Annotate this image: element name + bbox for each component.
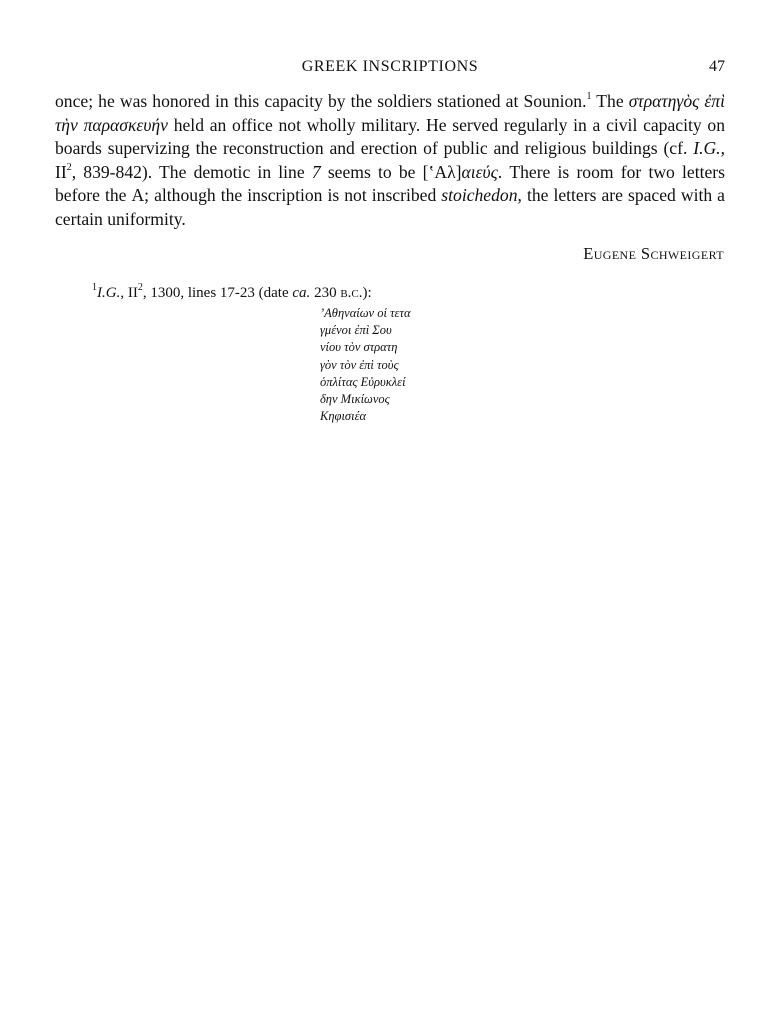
inscription-line: Κηφισιέα xyxy=(320,409,367,424)
footnote-citation: I.G. xyxy=(97,285,121,301)
footnote-marker: 1 xyxy=(92,282,97,293)
inscription-line: γμένοι ἐπὶ Σου xyxy=(320,323,392,338)
inscription-line: νίου τὸν στρατη xyxy=(320,340,398,355)
footnote-circa: ca. xyxy=(292,285,311,301)
footnote-bc: b.c. xyxy=(340,285,363,301)
body-text-6: seems to be xyxy=(320,161,423,182)
greek-demotic: αιεύς xyxy=(461,161,498,182)
author-signature: Eugene Schweigert xyxy=(583,244,724,263)
inscription-line: δην Μικίωνος xyxy=(320,392,390,407)
footnote-reference: 1 xyxy=(586,91,592,103)
body-text-1: once; he was honored in this capacity by the soldiers stationed at Sounion. xyxy=(55,91,587,111)
line-number: 7 xyxy=(311,161,321,182)
footnote-superscript: 2 xyxy=(137,282,143,293)
inscription-line: γὸν τὸν ἐπὶ τοὺς xyxy=(320,357,399,372)
footnote-text-3: 230 xyxy=(310,285,341,301)
citation-ig: I.G. xyxy=(693,138,721,158)
footnote-text-2: , 1300, lines 17-23 (date xyxy=(142,285,293,301)
bracket-restoration: [ʽΑλ] xyxy=(422,161,462,182)
stoichedon-term: stoichedon xyxy=(441,185,518,205)
body-text-2: The xyxy=(591,91,629,111)
body-paragraph xyxy=(55,90,725,231)
page-number: 47 xyxy=(709,58,725,75)
inscription-text xyxy=(320,305,411,425)
body-text-3: held an office not wholly military. He served regularly in a civil capacity on boards supervizing the reconstruction and erection of public and religious buildings (cf. xyxy=(55,114,725,158)
inscription-line: ʼΑθηναίων οἱ τετα xyxy=(320,306,411,320)
greek-office-title: στρατηγὸς ἐπὶ τὴν παρασκευήν xyxy=(55,91,725,135)
body-text-8: , the letters are spaced with a certain uniformity. xyxy=(55,185,725,229)
running-title: GREEK INSCRIPTIONS xyxy=(301,58,479,75)
body-text-4: , II xyxy=(55,138,725,182)
inscription-line: ὁπλίτας Εὐρυκλεί xyxy=(320,374,406,389)
running-head xyxy=(55,58,725,80)
body-text-5: , 839-842). The demotic in line xyxy=(71,161,312,182)
superscript-two: 2 xyxy=(66,161,72,173)
footnote-text-1: , II xyxy=(120,285,138,301)
footnote-text-4: ): xyxy=(362,285,372,301)
body-text-7: . There is room for two letters before the Α; although the inscription is not inscribed xyxy=(55,161,726,205)
footnote xyxy=(92,284,732,303)
